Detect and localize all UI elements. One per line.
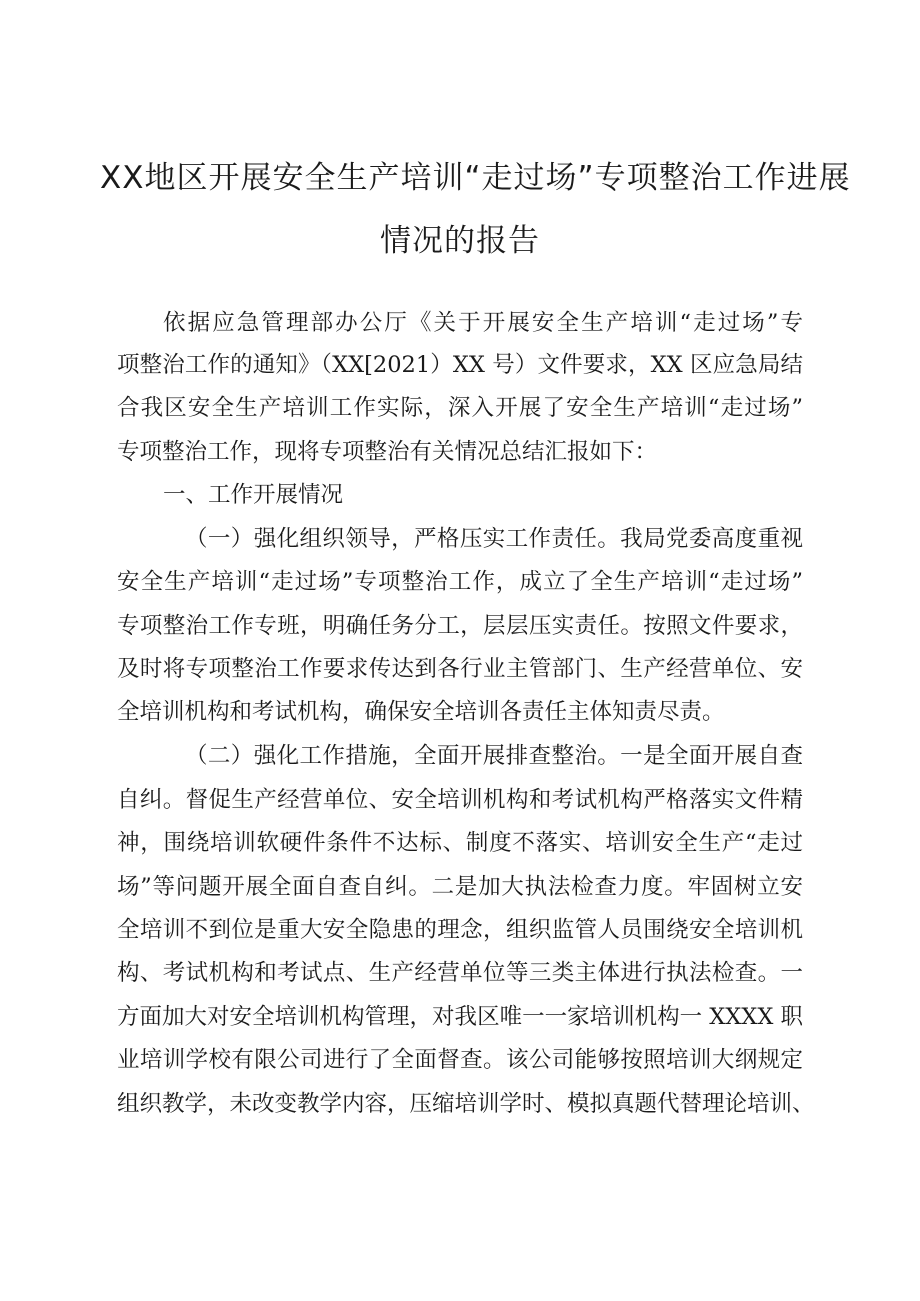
subsection-one-line: 专项整治工作专班，明确任务分工，层层压实责任。按照文件要求，	[117, 613, 803, 639]
section-heading: 一、工作开展情况	[163, 482, 344, 508]
subsection-one-line: 全培训机构和考试机构，确保安全培训各责任主体知责尽责。	[117, 699, 725, 725]
subsection-two-line: 方面加大对安全培训机构管理，对我区唯一一家培训机构一 XXXX 职	[117, 1004, 803, 1030]
subsection-one-line: 及时将专项整治工作要求传达到各行业主管部门、生产经营单位、安	[117, 656, 803, 682]
subsection-two-line: 神，围绕培训软硬件条件不达标、制度不落实、培训安全生产“走过	[117, 830, 803, 856]
intro-paragraph-line: 专项整治工作，现将专项整治有关情况总结汇报如下：	[117, 439, 658, 465]
subsection-two-line: 全培训不到位是重大安全隐患的理念，组织监管人员围绕安全培训机	[117, 917, 803, 943]
subsection-two-line: 自纠。督促生产经营单位、安全培训机构和考试机构严格落实文件精	[117, 787, 803, 813]
subsection-two-line: 场”等问题开展全面自查自纠。二是加大执法检查力度。牢固树立安	[117, 874, 803, 900]
subsection-two-line: 构、考试机构和考试点、生产经营单位等三类主体进行执法检查。一	[117, 960, 803, 986]
intro-paragraph-line: 项整治工作的通知》（XX[2021）XX 号）文件要求，XX 区应急局结	[117, 352, 803, 378]
document-title-line-1: XX地区开展安全生产培训“走过场”专项整治工作进展	[100, 160, 851, 196]
intro-paragraph-line: 合我区安全生产培训工作实际，深入开展了安全生产培训“走过场”	[117, 395, 803, 421]
intro-paragraph-line: 依据应急管理部办公厅《关于开展安全生产培训“走过场”专	[163, 310, 803, 336]
subsection-two-line: 业培训学校有限公司进行了全面督查。该公司能够按照培训大纲规定	[117, 1047, 803, 1073]
subsection-one-line: 安全生产培训“走过场”专项整治工作，成立了全生产培训“走过场”	[117, 569, 803, 595]
subsection-one-line: （一）强化组织领导，严格压实工作责任。我局党委高度重视	[185, 526, 803, 552]
subsection-two-line: 组织教学，未改变教学内容，压缩培训学时、模拟真题代替理论培训、	[117, 1091, 815, 1117]
document-title-line-2: 情况的报告	[380, 223, 540, 259]
subsection-two-line: （二）强化工作措施，全面开展排查整治。一是全面开展自查	[185, 743, 803, 769]
